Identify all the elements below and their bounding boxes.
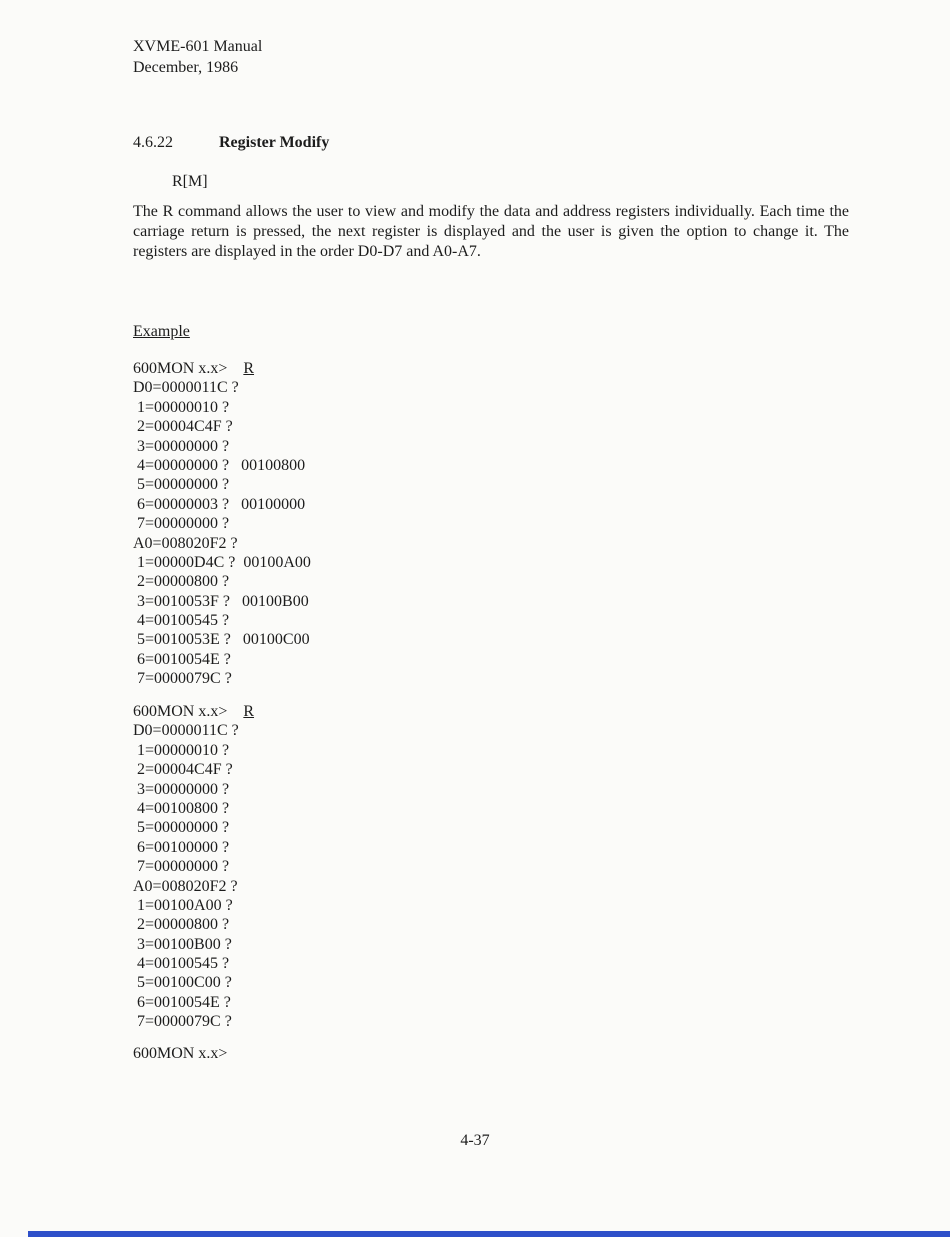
example-block-1: [133, 359, 311, 689]
scan-artifact-line: [28, 1231, 950, 1237]
example-block-2: [133, 702, 254, 1032]
register-line: 3=0010053F ? 00100B00: [133, 592, 309, 610]
page-number: 4-37: [460, 1132, 490, 1149]
register-line: 2=00004C4F ?: [133, 418, 233, 436]
register-line: 1=00100A00 ?: [133, 896, 233, 914]
register-line: 6=00100000 ?: [133, 838, 230, 856]
register-line: 4=00100545 ?: [133, 612, 230, 630]
register-line: D0=0000011C ?: [133, 722, 239, 740]
register-line: 4=00000000 ? 00100800: [133, 456, 306, 474]
register-line: 7=0000079C ?: [133, 670, 232, 688]
register-line: A0=008020F2 ?: [133, 534, 238, 552]
register-line: 1=00000010 ?: [133, 398, 230, 416]
register-line: 5=0010053E ? 00100C00: [133, 631, 310, 649]
register-line: 1=00000010 ?: [133, 741, 230, 759]
register-line: 3=00100B00 ?: [133, 935, 232, 953]
monitor-prompt: 600MON x.x>: [133, 360, 228, 377]
register-line: 5=00000000 ?: [133, 476, 230, 494]
register-line: 2=00000800 ?: [133, 573, 230, 591]
register-line: 2=00004C4F ?: [133, 761, 233, 779]
register-line: 5=00000000 ?: [133, 819, 230, 837]
register-line: 3=00000000 ?: [133, 437, 230, 455]
monitor-prompt-line: [133, 702, 254, 721]
register-line: 4=00100800 ?: [133, 799, 230, 817]
manual-date: December, 1986: [133, 59, 239, 76]
monitor-prompt-final: 600MON x.x>: [133, 1045, 228, 1062]
example-label: Example: [133, 323, 190, 340]
register-line: 6=0010054E ?: [133, 650, 231, 668]
command-syntax: R[M]: [172, 173, 208, 190]
section-title: Register Modify: [219, 134, 330, 151]
register-line: 7=00000000 ?: [133, 515, 230, 533]
register-line: 3=00000000 ?: [133, 780, 230, 798]
register-line: 6=00000003 ? 00100000: [133, 495, 306, 513]
section-number: 4.6.22: [133, 134, 173, 151]
entered-command: R: [243, 703, 255, 720]
monitor-prompt: 600MON x.x>: [133, 703, 228, 720]
register-line: D0=0000011C ?: [133, 379, 239, 397]
register-line: 4=00100545 ?: [133, 955, 230, 973]
register-listing: [133, 721, 254, 1031]
register-line: 2=00000800 ?: [133, 916, 230, 934]
entered-command: R: [243, 360, 255, 377]
register-line: 7=00000000 ?: [133, 858, 230, 876]
manual-title: XVME-601 Manual: [133, 38, 263, 55]
register-line: A0=008020F2 ?: [133, 877, 238, 895]
monitor-prompt-line: [133, 359, 311, 378]
body-paragraph: The R command allows the user to view and modify the data and address registers individually. Each time the carriage return is pressed, the next register is displayed and the user is given the option to change it. The registers are displayed in the order D0-D7 and A0-A7.: [133, 203, 849, 260]
page-header: [133, 36, 262, 78]
register-listing: [133, 378, 311, 688]
page-footer: [0, 1132, 950, 1150]
section-heading: [133, 134, 329, 152]
register-line: 1=00000D4C ? 00100A00: [133, 553, 311, 571]
register-line: 5=00100C00 ?: [133, 974, 232, 992]
register-line: 6=0010054E ?: [133, 993, 231, 1011]
register-line: 7=0000079C ?: [133, 1013, 232, 1031]
